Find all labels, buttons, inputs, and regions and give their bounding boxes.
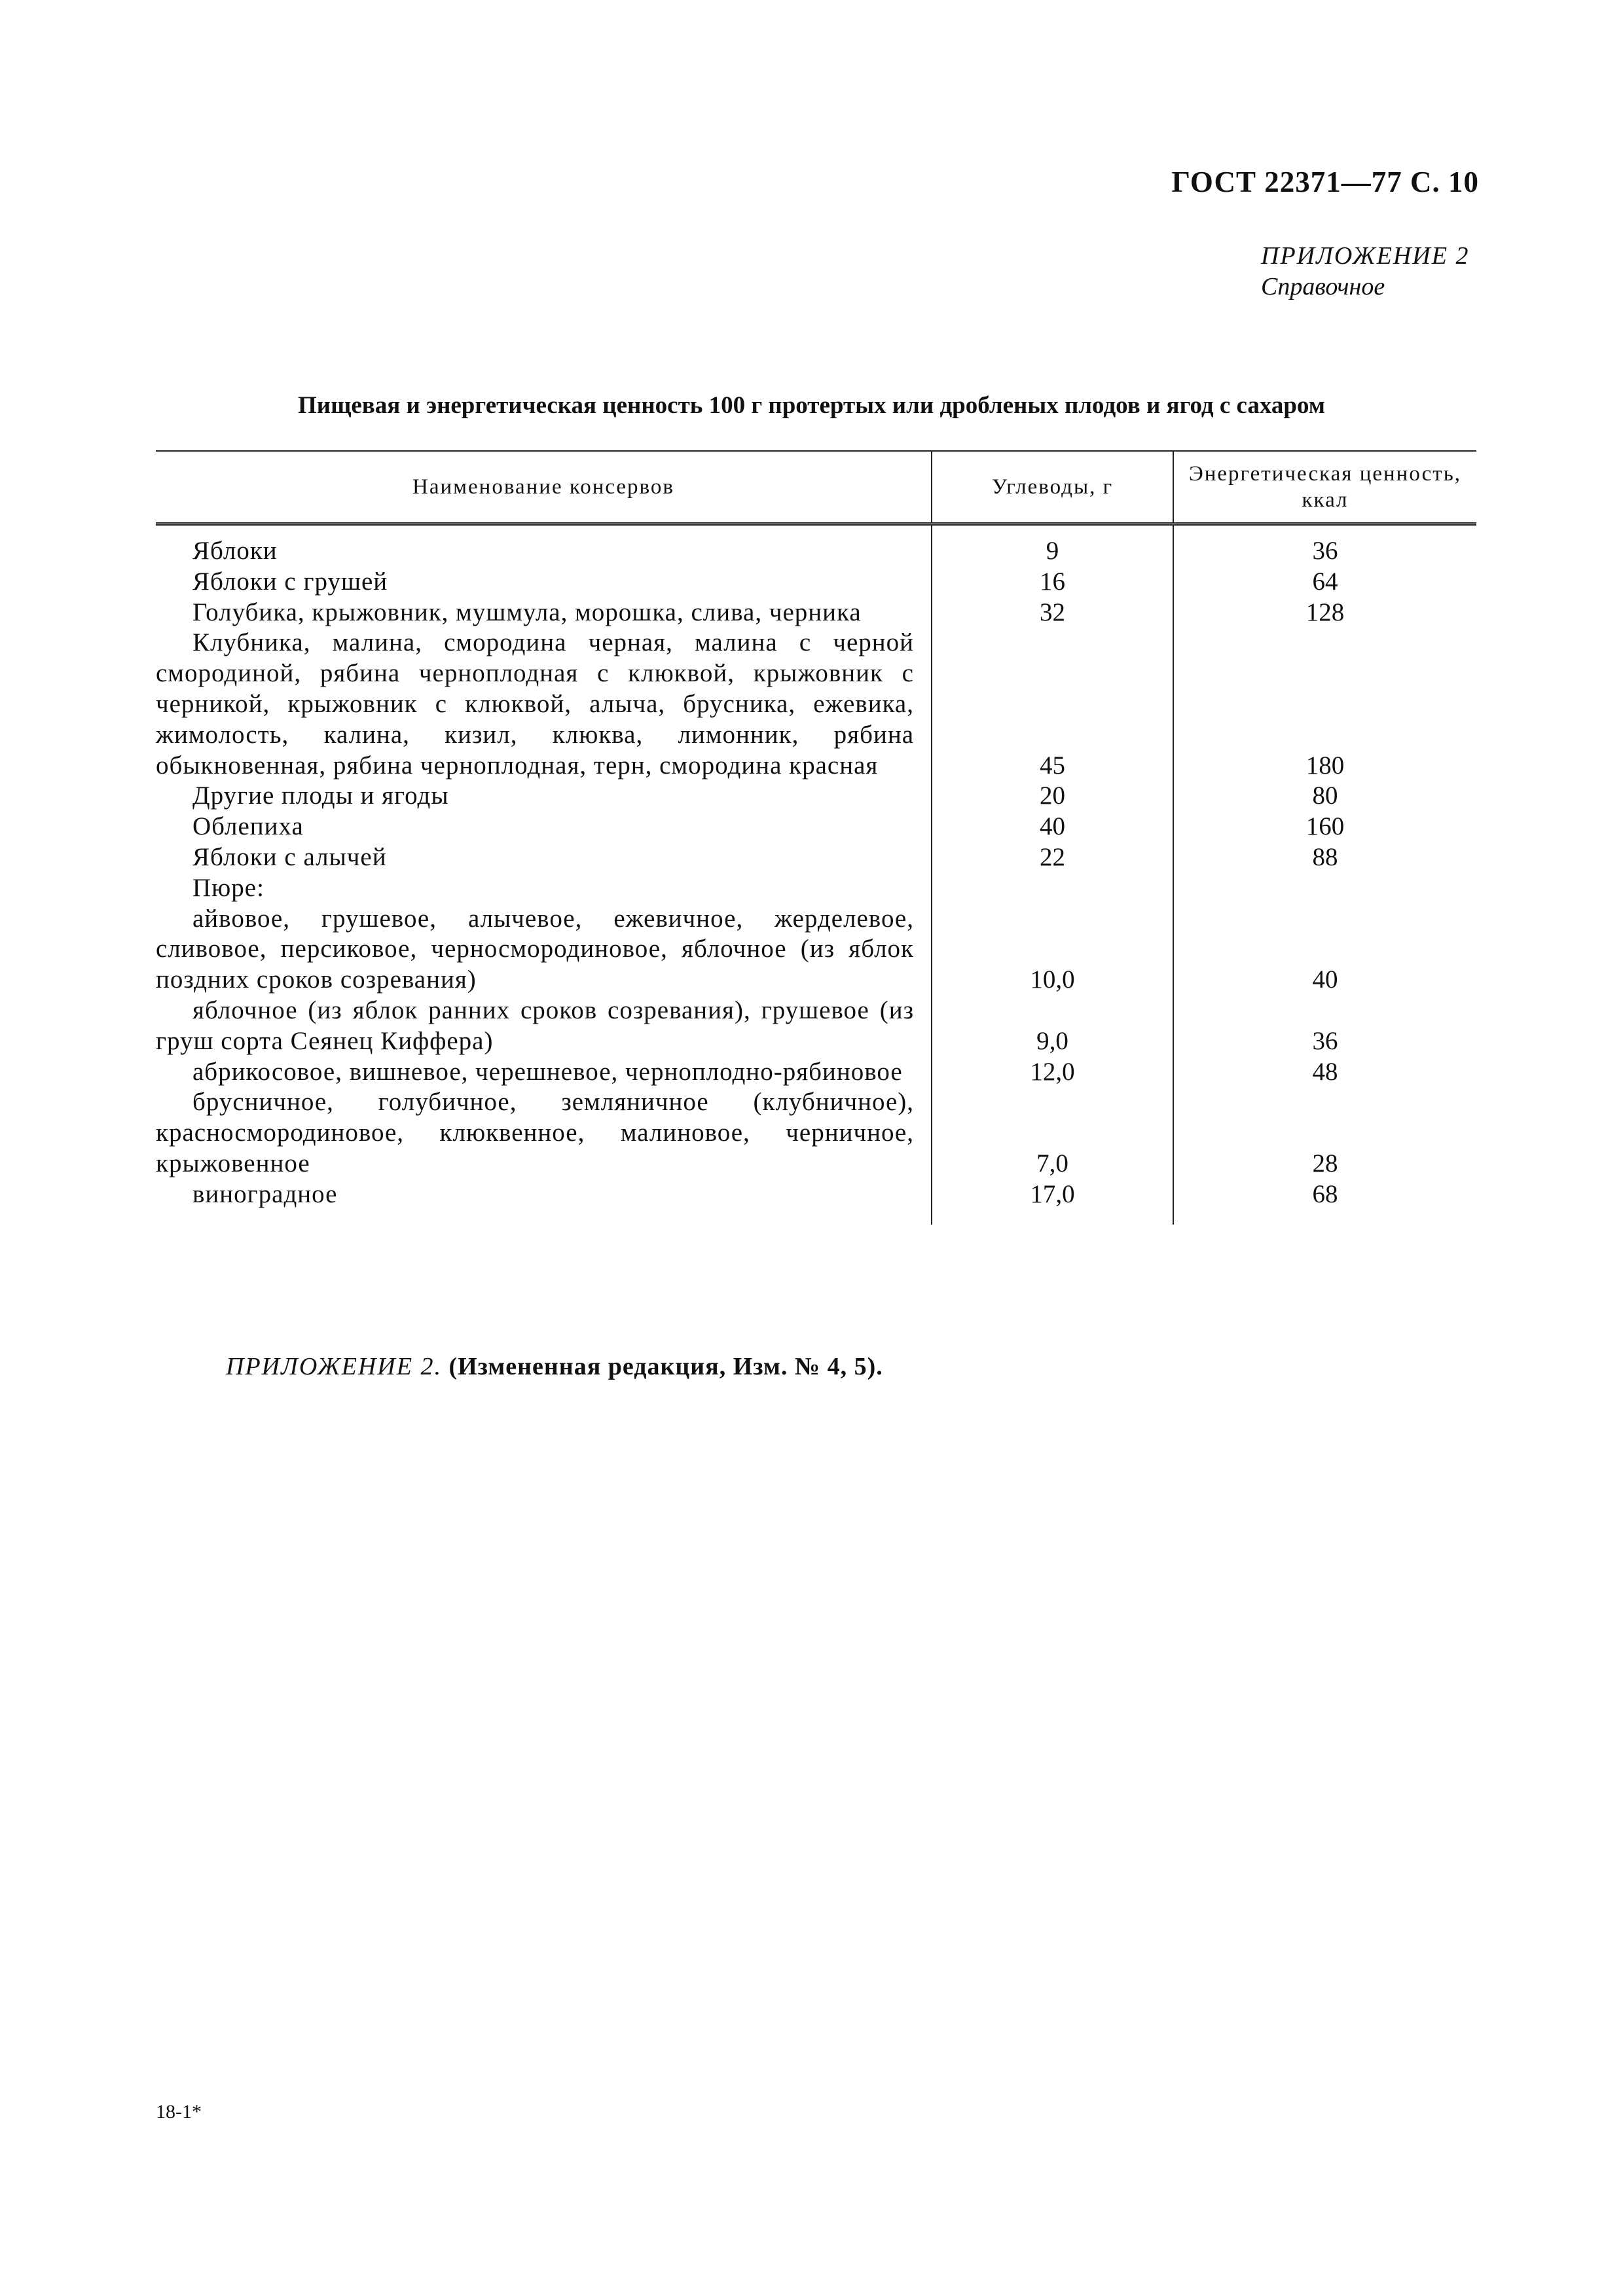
row-name: Яблоки [192, 537, 278, 565]
row-energy: 36 [1312, 537, 1338, 565]
row-name: Пюре: [192, 873, 264, 902]
row-energy [1173, 873, 1476, 904]
row-energy: 64 [1312, 567, 1338, 596]
document-code: ГОСТ 22371—77 С. 10 [1171, 166, 1479, 198]
row-energy: 128 [1305, 598, 1345, 626]
table-header-row [156, 451, 1476, 524]
table-row [156, 567, 1476, 598]
table-row [156, 1087, 1476, 1179]
row-carbs: 20 [932, 781, 1173, 812]
revision-note-label: ПРИЛОЖЕНИЕ 2. [226, 1353, 442, 1380]
table-row [156, 1057, 1476, 1088]
table-title: Пищевая и энергетическая ценность 100 г протертых или дробленых плодов и ягод с сахаром [298, 392, 1325, 419]
row-energy: 180 [1305, 751, 1345, 780]
column-header-name: Наименование консервов [156, 451, 932, 524]
row-carbs: 40 [932, 812, 1173, 842]
row-name: брусничное, голубичное, земляничное (клубничное), красносмородиновое, клюквенное, малиновое, черничное, крыжовенное [156, 1088, 914, 1177]
appendix-label [1261, 241, 1469, 302]
table-row [156, 781, 1476, 812]
row-energy: 160 [1305, 812, 1345, 841]
nutrition-table [156, 450, 1476, 1225]
table-row [156, 873, 1476, 904]
table-row [156, 904, 1476, 996]
row-carbs: 45 [932, 628, 1173, 781]
row-carbs: 12,0 [932, 1057, 1173, 1088]
row-name: Другие плоды и ягоды [192, 781, 449, 810]
row-carbs: 9,0 [932, 996, 1173, 1057]
appendix-type: Справочное [1261, 273, 1385, 300]
row-carbs: 32 [932, 598, 1173, 628]
revision-note-text: (Измененная редакция, Изм. № 4, 5). [448, 1353, 883, 1380]
row-name: яблочное (из яблок ранних сроков созревания), грушевое (из груш сорта Сеянец Киффера) [156, 996, 914, 1055]
row-name: айвовое, грушевое, алычевое, ежевичное, жерделевое, сливовое, персиковое, черносмородиновое, яблочное (из яблок поздних сроков созревания) [156, 904, 914, 994]
table-row [156, 628, 1476, 781]
row-name: виноградное [192, 1179, 338, 1208]
row-energy: 28 [1312, 1149, 1338, 1177]
row-name: Облепиха [192, 812, 304, 841]
column-header-carbs: Углеводы, г [932, 451, 1173, 524]
row-carbs [932, 873, 1173, 904]
table-row [156, 842, 1476, 873]
row-carbs: 17,0 [932, 1179, 1173, 1225]
row-energy: 88 [1312, 842, 1338, 871]
row-energy: 40 [1312, 965, 1338, 994]
row-carbs: 7,0 [932, 1087, 1173, 1179]
revision-note [226, 1352, 883, 1381]
table-row [156, 812, 1476, 842]
row-energy: 36 [1312, 1026, 1338, 1055]
table-row [156, 1179, 1476, 1225]
row-carbs: 22 [932, 842, 1173, 873]
table-row [156, 996, 1476, 1057]
row-name: абрикосовое, вишневое, черешневое, черноплодно-рябиновое [192, 1057, 903, 1086]
row-name: Клубника, малина, смородина черная, малина с черной смородиной, рябина черноплодная с клюквой, крыжовник с черникой, крыжовник с клюквой, алыча, брусника, ежевика, жимолость, калина, кизил, клюква, лимонник, рябина обыкновенная, рябина черноплодная, терн, смородина красная [156, 628, 914, 780]
row-energy: 68 [1312, 1179, 1338, 1208]
table-row [156, 524, 1476, 567]
row-carbs: 10,0 [932, 904, 1173, 996]
row-carbs: 9 [932, 524, 1173, 567]
appendix-title: ПРИЛОЖЕНИЕ 2 [1261, 242, 1470, 270]
row-energy: 48 [1312, 1057, 1338, 1086]
row-name: Яблоки с грушей [192, 567, 388, 596]
row-carbs: 16 [932, 567, 1173, 598]
page-footer-mark: 18-1* [156, 2101, 202, 2123]
column-header-energy: Энергетическая ценность, ккал [1173, 451, 1476, 524]
row-name: Голубика, крыжовник, мушмула, морошка, слива, черника [192, 598, 862, 626]
row-energy: 80 [1312, 781, 1338, 810]
table-row [156, 598, 1476, 628]
row-name: Яблоки с алычей [192, 842, 387, 871]
